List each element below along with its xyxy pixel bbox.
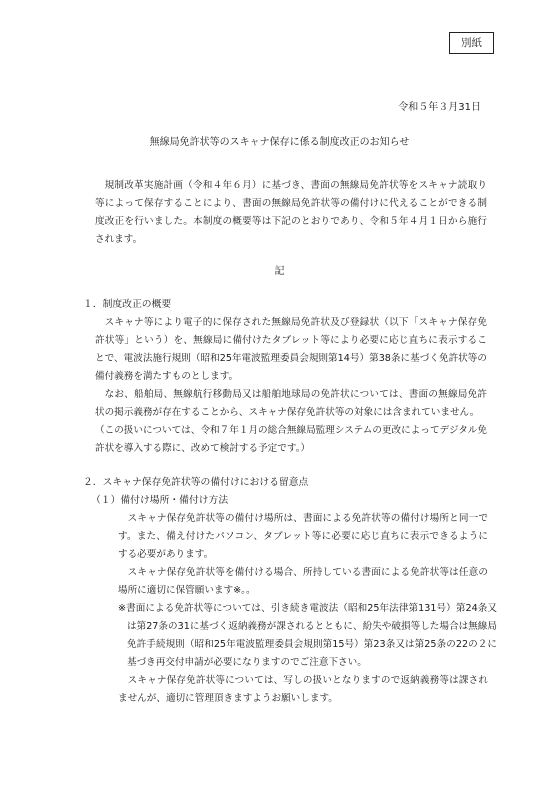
section2-paragraph: スキャナ保存免許状等の備付け場所は、書面による免許状等の備付け場所と同一です。また、備え付けたパソコン、タブレット等に必要に応じ直ちに表示できるようにする必要があります。 bbox=[118, 513, 488, 560]
section2-subheading: （１）備付け場所・備付け方法 bbox=[91, 495, 229, 506]
section2-note: ※書面による免許状等については、引き続き電波法（昭和25年法律第131号）第24条又は第27条の31に基づく返納義務が課されるとともに、紛失や破損等した場合は無線局免許手続規則（昭和25年電波監理委員会規則第15号）第23条又は第25条の22の２に基づき再交付申請が必要になりますのでご注意下さい。 bbox=[118, 603, 497, 668]
section2-paragraph: スキャナ保存免許状等については、写しの扱いとなりますので返納義務等は課されませんが、適切に管理頂きますようお願いします。 bbox=[118, 675, 488, 704]
document-title: 無線局免許状等のスキャナ保存に係る制度改正のお知らせ bbox=[149, 137, 410, 148]
section1-note: （この扱いについては、令和７年１月の総合無線局監理システムの更改によってデジタル免許状を導入する際に、改めて検討する予定です。） bbox=[95, 425, 487, 454]
section1-paragraph: スキャナ等により電子的に保存された無線局免許状及び登録状（以下「スキャナ保存免許状等」という）を、無線局に備付けたタブレット等により必要に応じ直ちに表示することで、電波法施行規則（昭和25年電波監理委員会規則第14号）第38条に基づく免許状等の備付義務を満たすものとします。 bbox=[95, 317, 487, 382]
section1-heading: １．制度改正の概要 bbox=[83, 299, 172, 310]
section2-paragraph: スキャナ保存免許状等を備付ける場合、所持している書面による免許状等は任意の場所に適切に保管願います※。。 bbox=[118, 567, 488, 596]
section2-heading: ２．スキャナ保存免許状等の備付けにおける留意点 bbox=[83, 477, 309, 488]
section1-paragraph: なお、船舶局、無線航行移動局又は船舶地球局の免許状については、書面の無線局免許状の掲示義務が存在することから、スキャナ保存免許状等の対象には含まれていません。 bbox=[95, 389, 487, 418]
intro-paragraph: 規制改革実施計画（令和４年６月）に基づき、書面の無線局免許状等をスキャナ読取り等によって保存することにより、書面の無線局免許状等の備付けに代えることができる制度改正を行いました。本制度の概要等は下記のとおりであり、令和５年４月１日から施行されます。 bbox=[95, 180, 487, 245]
document-date: 令和５年３月31日 bbox=[398, 102, 481, 113]
ki-heading: 記 bbox=[274, 266, 285, 277]
annex-label: 別紙 bbox=[449, 32, 494, 54]
